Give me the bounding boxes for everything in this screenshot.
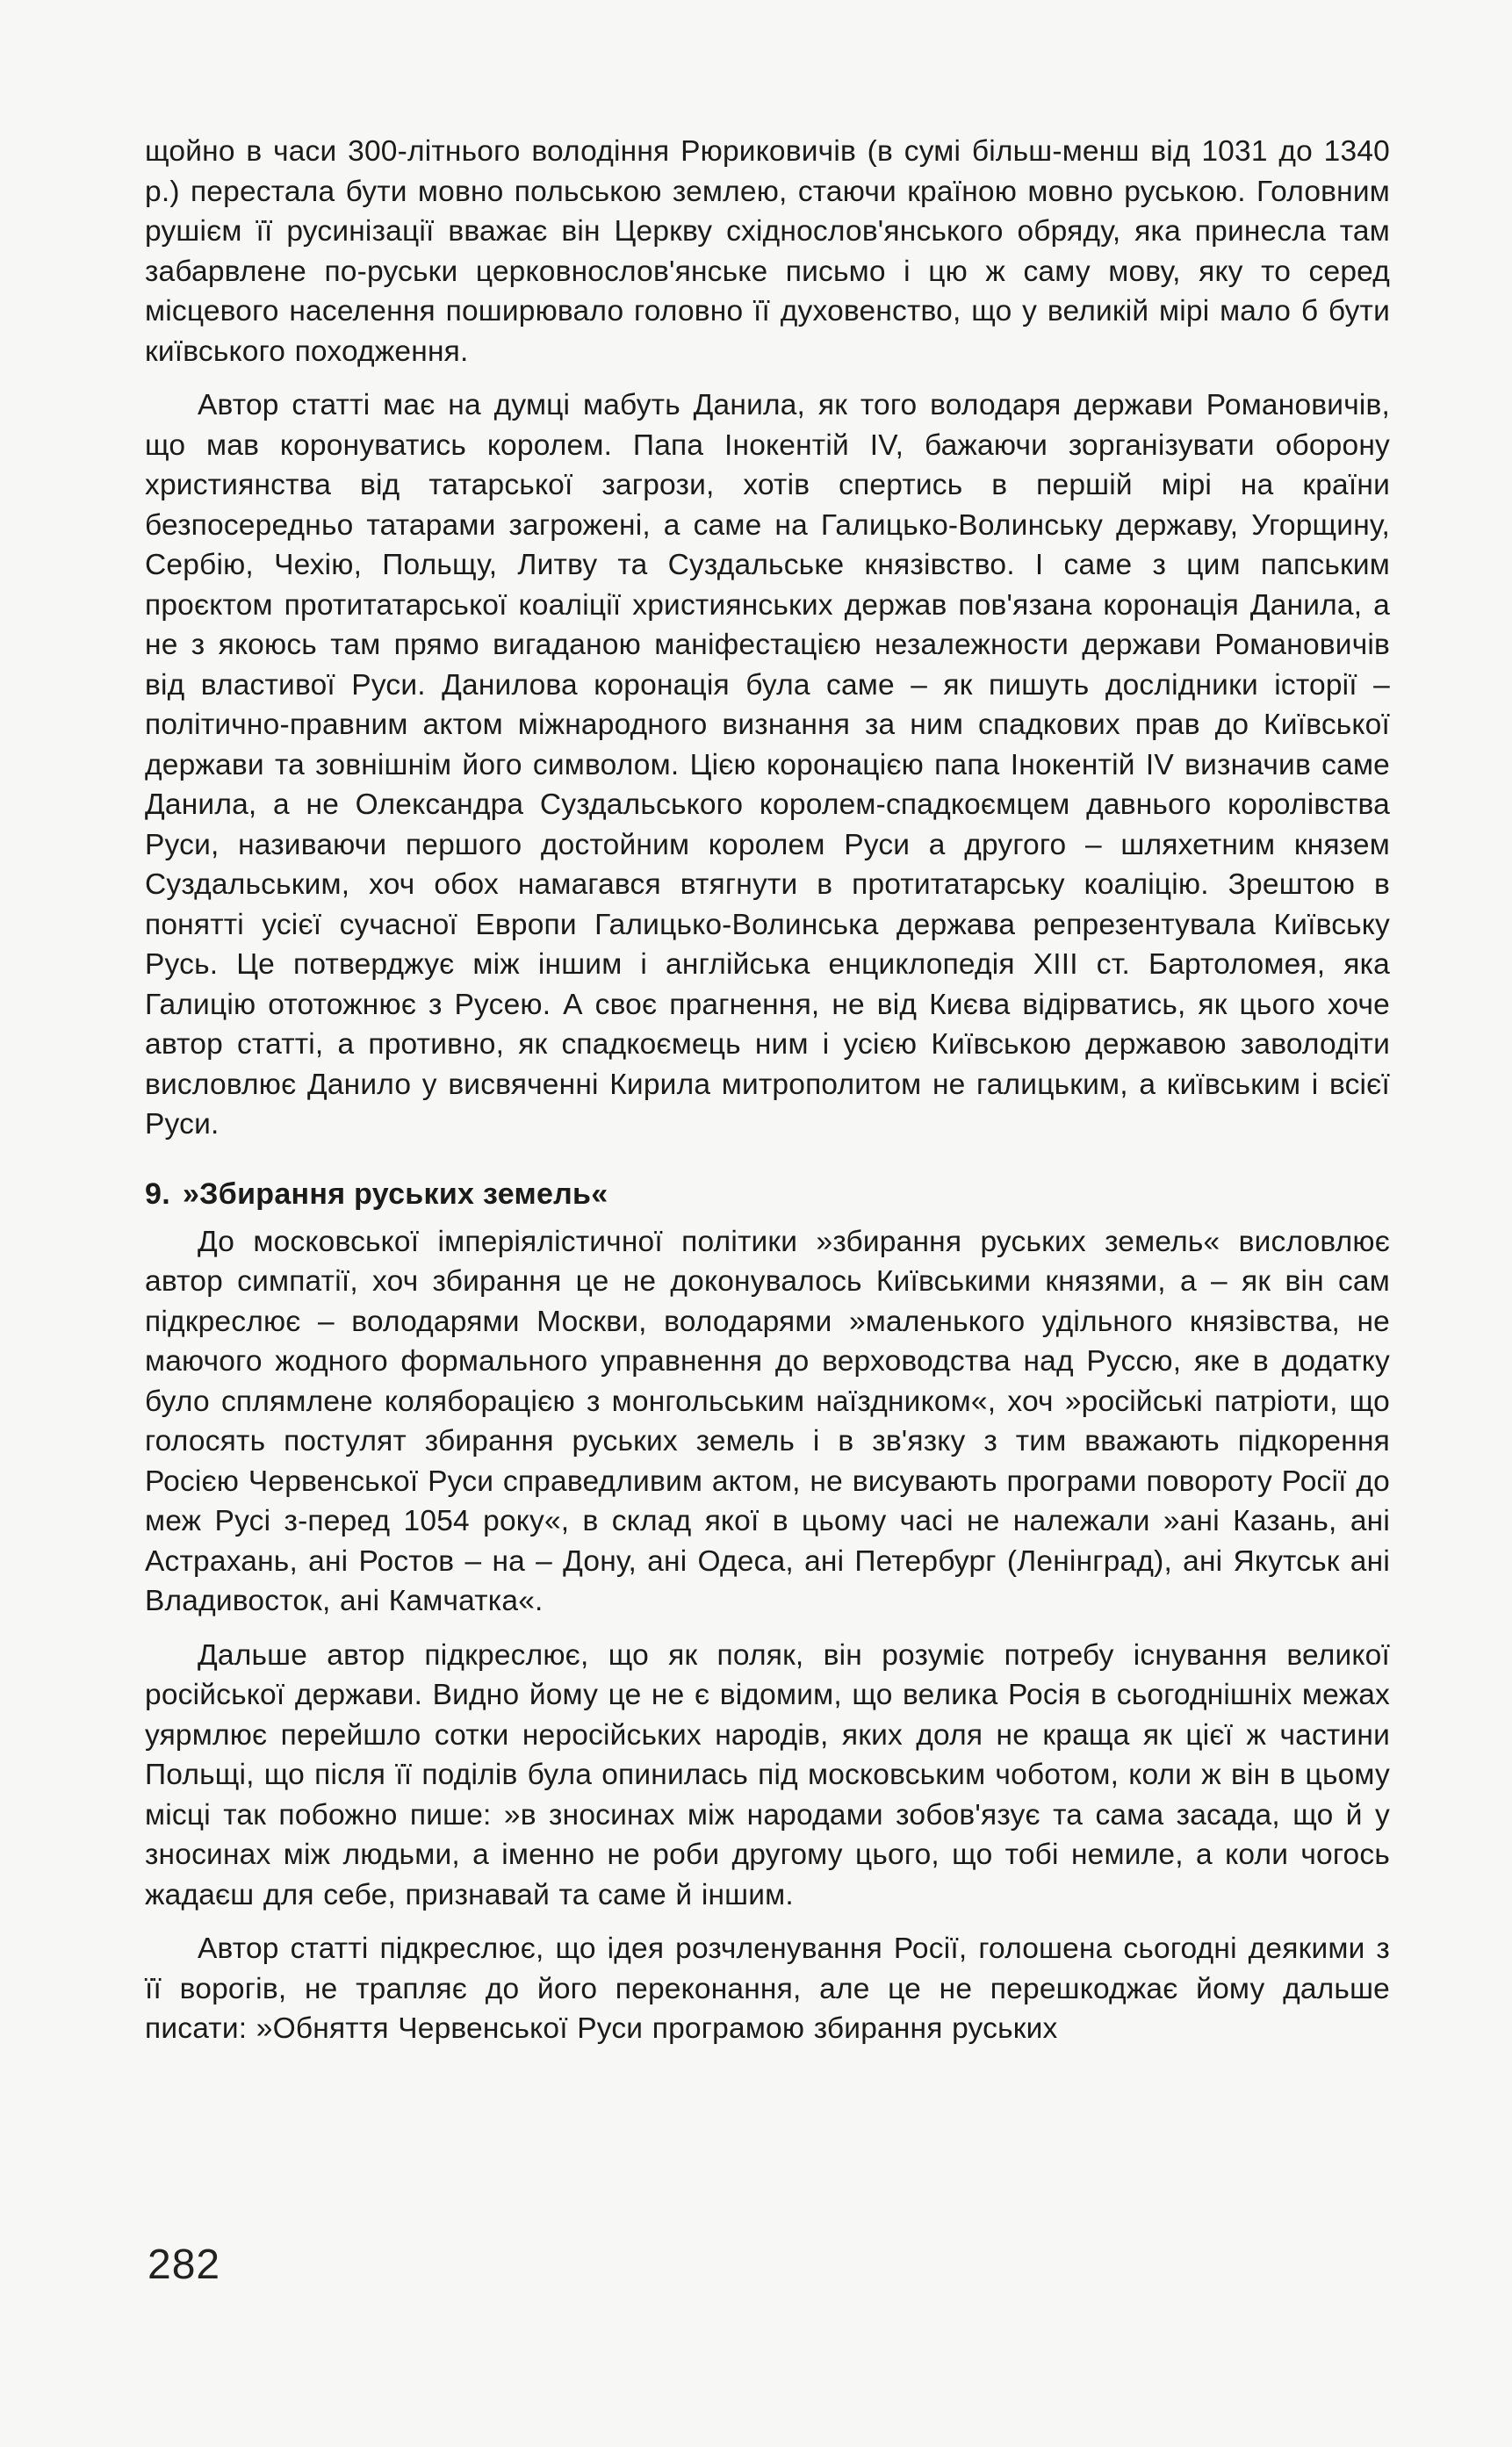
section-heading: [145, 1175, 1390, 1213]
paragraph-3: До московської імперіялістичної політики »збирання руських земель« висловлює автор симпатії, хоч збирання це не доконувалось Київськими князями, а – як він сам підкреслює – володарями Москви, володарями »маленького удільного князівства, не маючого жодного формального управнення до верховодства над Руссю, яке в додатку було сплямлене коляборацією з монгольським наїздником«, хоч »російські патріоти, що голосять постулят збирання руських земель і в зв'язку з тим вважають підкорення Росією Червенської Руси справедливим актом, не висувають програми повороту Росії до меж Русі з-перед 1054 року«, в склад якої в цьому часі не належали »ані Казань, ані Астрахань, ані Ростов – на – Дону, ані Одеса, ані Петербург (Ленінград), ані Якутськ ані Владивосток, ані Камчатка«.: [145, 1225, 1390, 1617]
paragraph-2: Автор статті має на думці мабуть Данила, як того володаря держави Романовичів, що мав коронуватись королем. Папа Інокентій IV, бажаючи зорганізувати оборону християнства від татарської загрози, хотів спертись в першій мірі на країни безпосередньо татарами загрожені, а саме на Галицько-Волинську державу, Угорщину, Сербію, Чехію, Польщу, Литву та Суздальське князівство. І саме з цим папським проєктом протитатарської коаліції християнських держав пов'язана коронація Данила, а не з якоюсь там прямо вигаданою маніфестацією незалежности держави Романовичів від властивої Руси. Данилова коронація була саме – як пишуть дослідники історії – політично-правним актом міжнародного визнання за ним спадкових прав до Київської держави та зовнішнім його символом. Цією коронацією папа Інокентій IV визначив саме Данила, а не Олександра Суздальського королем-спадкоємцем давнього королівства Руси, називаючи першого достойним королем Руси а другого – шляхетним князем Суздальським, хоч обох намагався втягнути в протитатарську коаліцію. Зрештою в понятті усієї сучасної Европи Галицько-Волинська держава репрезентувала Київську Русь. Це потверджує між іншим і англійська енциклопедія XIII ст. Бартоломея, яка Галицію ототожнює з Русею. А своє прагнення, не від Києва відірватись, як цього хоче автор статті, а противно, як спадкоємець ним і усією Київською державою заволодіти висловлює Данило у висвяченні Кирила митрополитом не галицьким, а київським і всієї Руси.: [145, 389, 1390, 1141]
page-number: 282: [148, 2242, 221, 2288]
paragraph-gap: [145, 371, 1390, 385]
paragraph-gap: [145, 1622, 1390, 1636]
page-body: [145, 132, 1390, 2049]
paragraph-5: Автор статті підкреслює, що ідея розчленування Росії, голошена сьогодні деякими з її ворогів, не трапляє до його переконання, але це не перешкоджає йому дальше писати: »Обняття Червенської Руси програмою збирання руських: [145, 1932, 1390, 2045]
paragraph-gap: [145, 1915, 1390, 1929]
section-title: »Збирання руських земель«: [182, 1177, 608, 1211]
paragraph-4: Дальше автор підкреслює, що як поляк, він розуміє потребу існування великої російської держави. Видно йому це не є відомим, що велика Росія в сьогоднішніх межах уярмлює перейшло сотки неросійських народів, яких доля не краща як цієї ж частини Польщі, що після її поділів була опинилась під московським чоботом, коли ж він в цьому місці так побожно пише: »в зносинах між народами зобов'язує та сама засада, що й у зносинах між людьми, а іменно не роби другому цього, що тобі немиле, а коли чогось жадаєш для себе, признавай та саме й іншим.: [145, 1638, 1390, 1911]
paragraph-1: щойно в часи 300-літнього володіння Рюриковичів (в сумі більш-менш від 1031 до 1340 р.) перестала бути мовно польською землею, стаючи країною мовно руською. Головним рушієм її русинізації вважає він Церкву східнослов'янського обряду, яка принесла там забарвлене по-руськи церковнослов'янське письмо і цю ж саму мову, яку то серед місцевого населення поширювало головно її духовенство, що у великій мірі мало б бути київського походження.: [145, 135, 1390, 368]
section-number: 9.: [145, 1177, 170, 1211]
